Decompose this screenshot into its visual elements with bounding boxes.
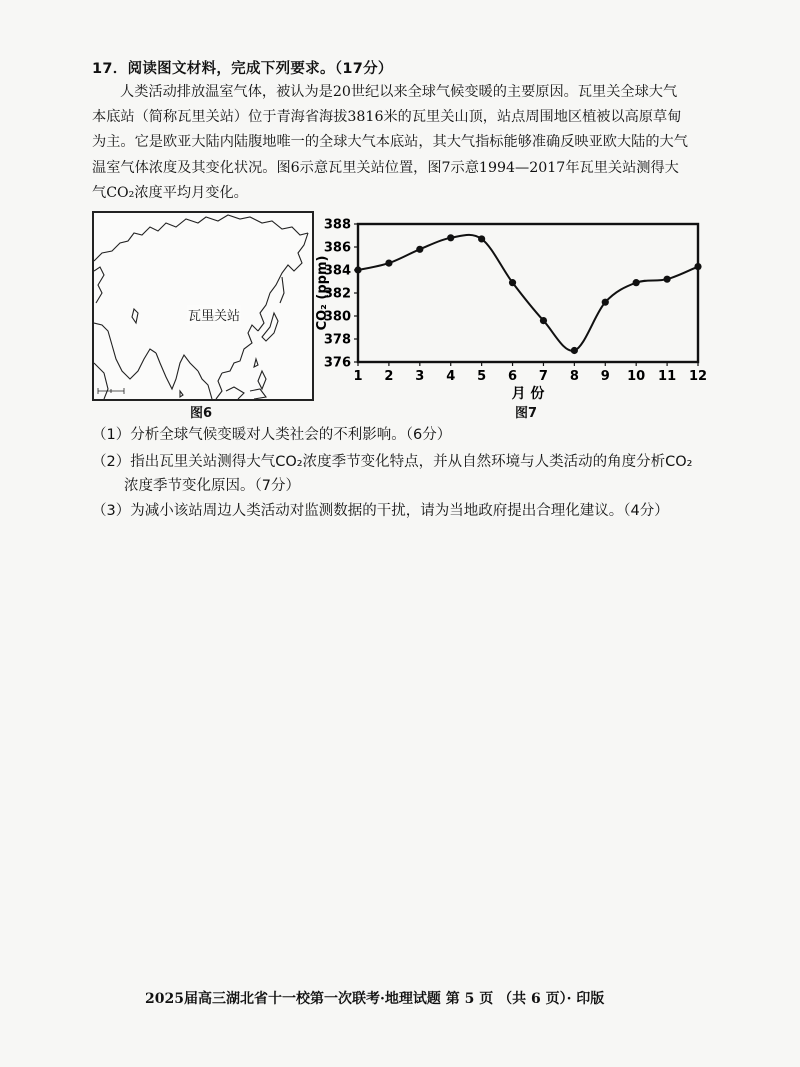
- sub-question-2-continued: 浓度季节变化原因。（7分）: [124, 478, 300, 494]
- intro-line: 为主。它是欧亚大陆内陆腹地唯一的全球大气本底站，其大气指标能够准确反映亚欧大陆的大气: [92, 134, 688, 151]
- co2-line-chart: [310, 214, 720, 414]
- co2-data-point: [663, 276, 670, 283]
- co2-data-point: [540, 317, 547, 324]
- co2-data-point: [416, 246, 423, 253]
- intro-line: 气CO₂浓度平均月变化。: [92, 184, 248, 201]
- x-tick-label: 10: [627, 369, 646, 384]
- y-tick-label: 388: [323, 217, 351, 233]
- intro-line: 温室气体浓度及其变化状况。图6示意瓦里关站位置，图7示意1994—2017年瓦里关站测得大: [92, 159, 679, 176]
- y-tick-label: 378: [323, 332, 351, 348]
- co2-data-point: [478, 235, 485, 242]
- y-tick-label: 384: [323, 263, 351, 279]
- intro-line: 本底站（简称瓦里关站）位于青海省海拔3816米的瓦里关山顶，站点周围地区植被以高原草甸: [92, 109, 682, 126]
- figure-7-caption: 图7: [515, 406, 538, 421]
- figure-6-caption: 图6: [190, 406, 213, 421]
- page-footer: 2025届高三湖北省十一校第一次联考·地理试题 第 5 页 （共 6 页）· 印版: [145, 991, 605, 1007]
- y-axis-label: CO₂ (ppm): [315, 255, 330, 331]
- sub-question-1: （1）分析全球气候变暖对人类社会的不利影响。（6分）: [92, 427, 452, 443]
- co2-data-point: [633, 279, 640, 286]
- sub-question-2: （2）指出瓦里关站测得大气CO₂浓度季节变化特点，并从自然环境与人类活动的角度分析CO₂: [92, 454, 693, 470]
- co2-chart-figure-7: [310, 214, 720, 414]
- station-label: 瓦里关站: [187, 305, 241, 324]
- x-tick-label: 7: [538, 369, 548, 384]
- y-tick-label: 386: [323, 240, 351, 256]
- x-tick-label: 2: [384, 369, 394, 384]
- sub-question-3: （3）为减小该站周边人类活动对监测数据的干扰，请为当地政府提出合理化建议。（4分）: [92, 503, 669, 519]
- x-tick-label: 1: [353, 369, 363, 384]
- question-intro: [92, 80, 712, 206]
- co2-data-point: [571, 347, 578, 354]
- co2-data-point: [447, 234, 454, 241]
- y-tick-label: 376: [323, 355, 351, 371]
- question-heading: 17．阅读图文材料，完成下列要求。（17分）: [92, 61, 393, 77]
- x-tick-label: 4: [446, 369, 456, 384]
- y-tick-label: 382: [323, 286, 351, 302]
- x-tick-label: 3: [415, 369, 425, 384]
- co2-data-point: [509, 279, 516, 286]
- plot-frame: [358, 224, 698, 362]
- x-axis-label: 月 份: [511, 386, 545, 402]
- co2-data-point: [354, 266, 361, 273]
- x-tick-label: 5: [477, 369, 487, 384]
- intro-line: 人类活动排放温室气体，被认为是20世纪以来全球气候变暖的主要原因。瓦里关全球大气: [120, 84, 678, 100]
- x-tick-label: 11: [658, 369, 677, 384]
- map-figure-6: [92, 211, 314, 401]
- co2-data-point: [602, 299, 609, 306]
- co2-data-point: [385, 260, 392, 267]
- co2-data-point: [694, 263, 701, 270]
- x-tick-label: 6: [508, 369, 518, 384]
- x-tick-label: 12: [688, 369, 708, 384]
- co2-series-line: [358, 235, 698, 351]
- y-tick-label: 380: [323, 309, 351, 325]
- x-tick-label: 9: [600, 369, 610, 384]
- x-tick-label: 8: [569, 369, 579, 384]
